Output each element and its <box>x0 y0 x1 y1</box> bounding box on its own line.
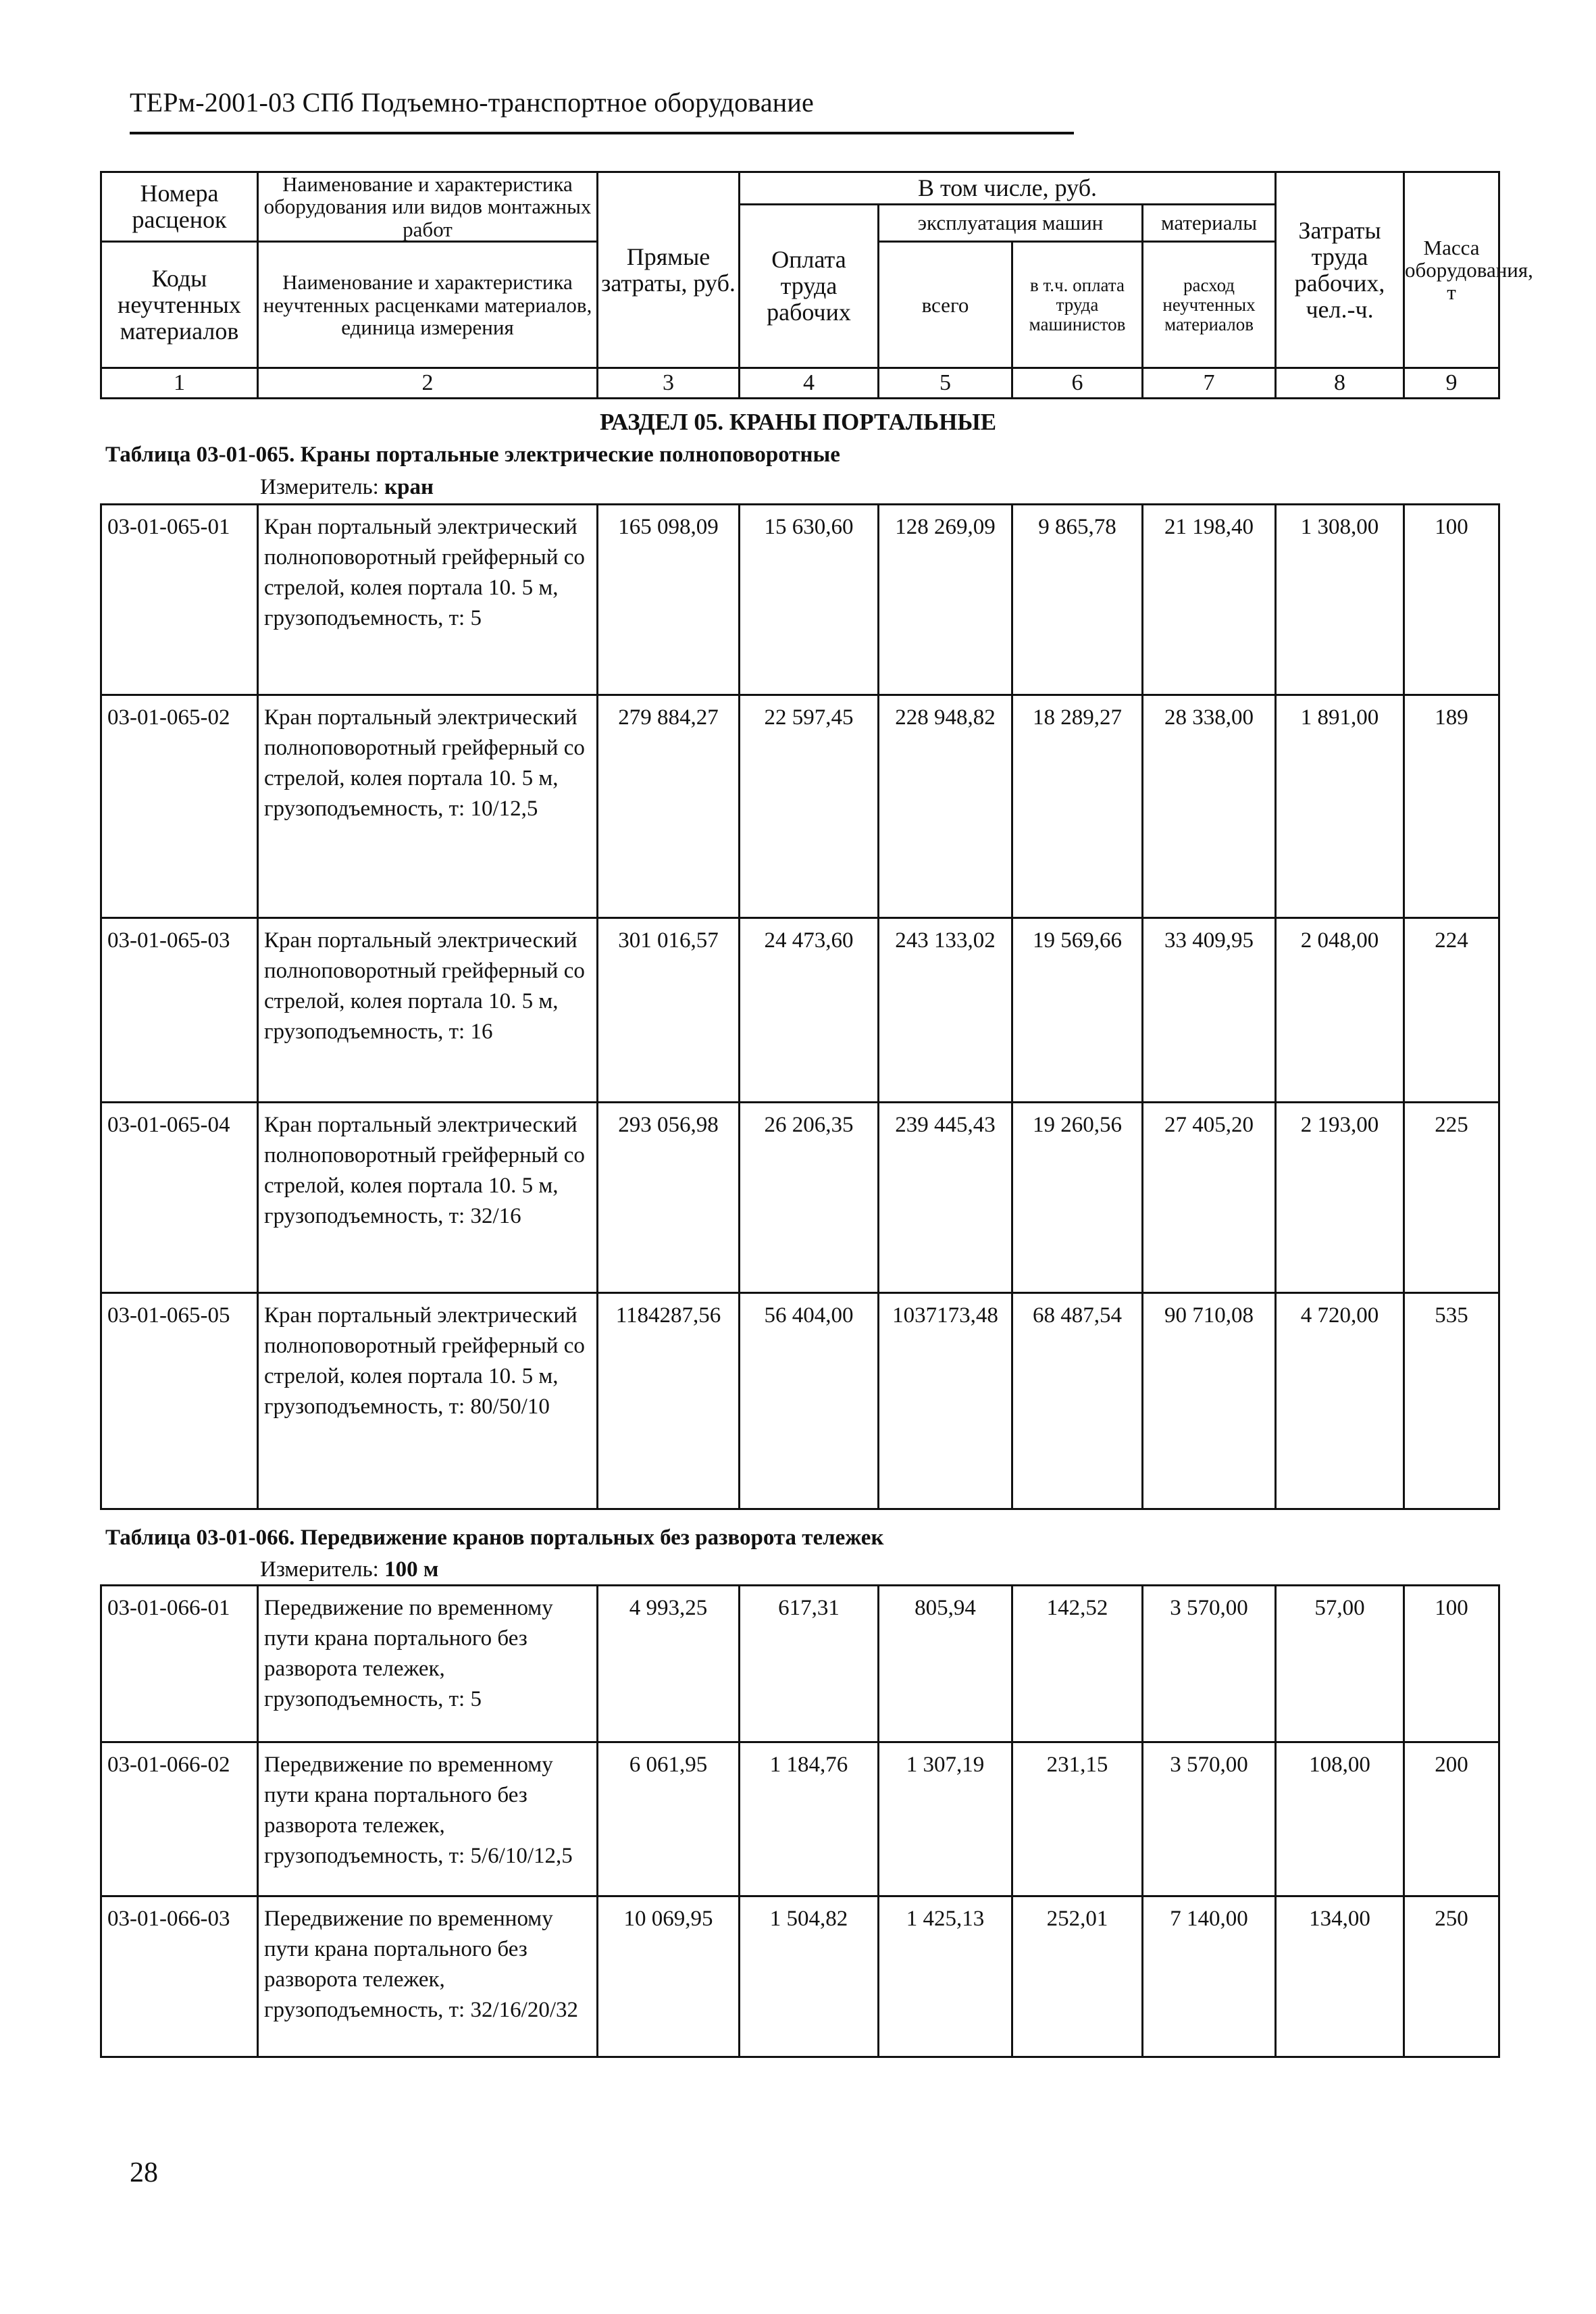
column-number: 2 <box>258 368 598 399</box>
rate-value: 4 720,00 <box>1276 1293 1404 1509</box>
rate-value: 1 307,19 <box>879 1742 1012 1896</box>
rate-value: 100 <box>1404 505 1499 695</box>
rate-value: 535 <box>1404 1293 1499 1509</box>
rate-code: 03-01-066-01 <box>101 1586 258 1742</box>
rate-value: 128 269,09 <box>879 505 1012 695</box>
col-header-labor-costs: Затраты труда рабочих, чел.-ч. <box>1276 172 1404 368</box>
table-measure <box>260 475 434 500</box>
rate-value: 165 098,09 <box>598 505 740 695</box>
rate-value: 189 <box>1404 695 1499 918</box>
rate-value: 805,94 <box>879 1586 1012 1742</box>
header-rule <box>130 132 1074 134</box>
table-row <box>101 1742 1499 1896</box>
rates-table-066 <box>100 1584 1500 2058</box>
rate-value: 9 865,78 <box>1012 505 1143 695</box>
rate-value: 200 <box>1404 1742 1499 1896</box>
rate-name: Кран портальный электрический полноповоротный грейферный со стрелой, колея портала 10. 5 м, грузоподъемность, т: 80/50/10 <box>258 1293 598 1509</box>
rate-value: 1037173,48 <box>879 1293 1012 1509</box>
col-header-material-consumption: расход неучтенных материалов <box>1143 242 1276 368</box>
rate-value: 33 409,95 <box>1143 918 1276 1103</box>
col-header-worker-pay: Оплата труда рабочих <box>740 205 879 368</box>
rate-value: 4 993,25 <box>598 1586 740 1742</box>
rate-name: Передвижение по временному пути крана портального без разворота тележек, грузоподъемность, т: 5/6/10/12,5 <box>258 1742 598 1896</box>
rate-value: 239 445,43 <box>879 1103 1012 1293</box>
rate-value: 142,52 <box>1012 1586 1143 1742</box>
column-header-table <box>100 171 1533 399</box>
rate-value: 1184287,56 <box>598 1293 740 1509</box>
col-header-work-name: Наименование и характеристика оборудования или видов монтажных работ <box>258 172 598 242</box>
col-header-operator-pay: в т.ч. оплата труда машинистов <box>1012 242 1143 368</box>
rate-value: 22 597,45 <box>740 695 879 918</box>
table-row <box>101 695 1499 918</box>
rate-value: 2 048,00 <box>1276 918 1404 1103</box>
rate-name: Кран портальный электрический полноповоротный грейферный со стрелой, колея портала 10. 5 м, грузоподъемность, т: 16 <box>258 918 598 1103</box>
rate-value: 3 570,00 <box>1143 1586 1276 1742</box>
column-number: 1 <box>101 368 258 399</box>
rate-value: 57,00 <box>1276 1586 1404 1742</box>
rate-value: 252,01 <box>1012 1896 1143 2057</box>
column-number-row <box>101 368 1499 399</box>
table-row <box>101 1896 1499 2057</box>
rate-value: 293 056,98 <box>598 1103 740 1293</box>
rate-value: 26 206,35 <box>740 1103 879 1293</box>
rate-value: 301 016,57 <box>598 918 740 1103</box>
rate-value: 56 404,00 <box>740 1293 879 1509</box>
rate-value: 19 569,66 <box>1012 918 1143 1103</box>
table-row <box>101 1103 1499 1293</box>
section-title: РАЗДЕЛ 05. КРАНЫ ПОРТАЛЬНЫЕ <box>599 409 997 435</box>
table-title: Таблица 03-01-066. Передвижение кранов портальных без разворота тележек <box>105 1526 884 1550</box>
col-header-direct-costs: Прямые затраты, руб. <box>598 172 740 368</box>
rate-value: 1 425,13 <box>879 1896 1012 2057</box>
rate-value: 68 487,54 <box>1012 1293 1143 1509</box>
rate-code: 03-01-066-03 <box>101 1896 258 2057</box>
rate-value: 1 504,82 <box>740 1896 879 2057</box>
rate-code: 03-01-065-01 <box>101 505 258 695</box>
rate-value: 18 289,27 <box>1012 695 1143 918</box>
rate-value: 225 <box>1404 1103 1499 1293</box>
table-measure <box>260 1557 438 1582</box>
rate-value: 243 133,02 <box>879 918 1012 1103</box>
rate-value: 617,31 <box>740 1586 879 1742</box>
column-number: 4 <box>740 368 879 399</box>
rate-value: 2 193,00 <box>1276 1103 1404 1293</box>
rate-value: 228 948,82 <box>879 695 1012 918</box>
rates-table-065 <box>100 503 1500 1510</box>
page-number: 28 <box>130 2157 158 2188</box>
rate-value: 15 630,60 <box>740 505 879 695</box>
rate-value: 90 710,08 <box>1143 1293 1276 1509</box>
page-header-title: ТЕРм-2001-03 СПб Подъемно-транспортное оборудование <box>130 87 814 118</box>
col-header-machines-total: всего <box>879 242 1012 368</box>
column-number: 9 <box>1404 368 1499 399</box>
rate-name: Передвижение по временному пути крана портального без разворота тележек, грузоподъемность, т: 32/16/20/32 <box>258 1896 598 2057</box>
table-row <box>101 1586 1499 1742</box>
measure-label: Измеритель: <box>260 1557 379 1582</box>
rate-name: Кран портальный электрический полноповоротный грейферный со стрелой, колея портала 10. 5 м, грузоподъемность, т: 32/16 <box>258 1103 598 1293</box>
column-number: 6 <box>1012 368 1143 399</box>
rate-value: 6 061,95 <box>598 1742 740 1896</box>
table-row <box>101 918 1499 1103</box>
col-header-materials: материалы <box>1143 205 1276 242</box>
rate-name: Кран портальный электрический полноповоротный грейферный со стрелой, колея портала 10. 5 м, грузоподъемность, т: 10/12,5 <box>258 695 598 918</box>
col-header-including: В том числе, руб. <box>740 172 1276 205</box>
rate-value: 21 198,40 <box>1143 505 1276 695</box>
rate-code: 03-01-065-02 <box>101 695 258 918</box>
rate-value: 24 473,60 <box>740 918 879 1103</box>
rate-name: Передвижение по временному пути крана портального без разворота тележек, грузоподъемность, т: 5 <box>258 1586 598 1742</box>
table-title: Таблица 03-01-065. Краны портальные электрические полноповоротные <box>105 443 840 467</box>
measure-unit: 100 м <box>384 1557 439 1582</box>
rate-value: 3 570,00 <box>1143 1742 1276 1896</box>
col-header-unaccounted-codes: Коды неучтенных материалов <box>101 242 258 368</box>
rate-value: 10 069,95 <box>598 1896 740 2057</box>
rate-value: 224 <box>1404 918 1499 1103</box>
rate-value: 250 <box>1404 1896 1499 2057</box>
rate-code: 03-01-066-02 <box>101 1742 258 1896</box>
column-number: 8 <box>1276 368 1404 399</box>
rate-value: 1 308,00 <box>1276 505 1404 695</box>
rate-code: 03-01-065-03 <box>101 918 258 1103</box>
col-header-rate-numbers: Номера расценок <box>101 172 258 242</box>
column-number: 5 <box>879 368 1012 399</box>
rate-code: 03-01-065-05 <box>101 1293 258 1509</box>
col-header-equipment-mass: Масса оборудования, т <box>1404 172 1499 368</box>
rate-value: 108,00 <box>1276 1742 1404 1896</box>
column-number: 3 <box>598 368 740 399</box>
rate-value: 28 338,00 <box>1143 695 1276 918</box>
rate-value: 19 260,56 <box>1012 1103 1143 1293</box>
rate-value: 27 405,20 <box>1143 1103 1276 1293</box>
table-row <box>101 505 1499 695</box>
rate-value: 134,00 <box>1276 1896 1404 2057</box>
rate-code: 03-01-065-04 <box>101 1103 258 1293</box>
col-header-machine-operation: эксплуатация машин <box>879 205 1143 242</box>
rate-name: Кран портальный электрический полноповоротный грейферный со стрелой, колея портала 10. 5 м, грузоподъемность, т: 5 <box>258 505 598 695</box>
rate-value: 1 184,76 <box>740 1742 879 1896</box>
rate-value: 231,15 <box>1012 1742 1143 1896</box>
rate-value: 279 884,27 <box>598 695 740 918</box>
table-row <box>101 1293 1499 1509</box>
rate-value: 1 891,00 <box>1276 695 1404 918</box>
measure-unit: кран <box>384 475 434 499</box>
rate-value: 7 140,00 <box>1143 1896 1276 2057</box>
col-header-material-name: Наименование и характеристика неучтенных расценками материалов, единица измерения <box>258 242 598 368</box>
measure-label: Измеритель: <box>260 475 379 499</box>
rate-value: 100 <box>1404 1586 1499 1742</box>
column-number: 7 <box>1143 368 1276 399</box>
